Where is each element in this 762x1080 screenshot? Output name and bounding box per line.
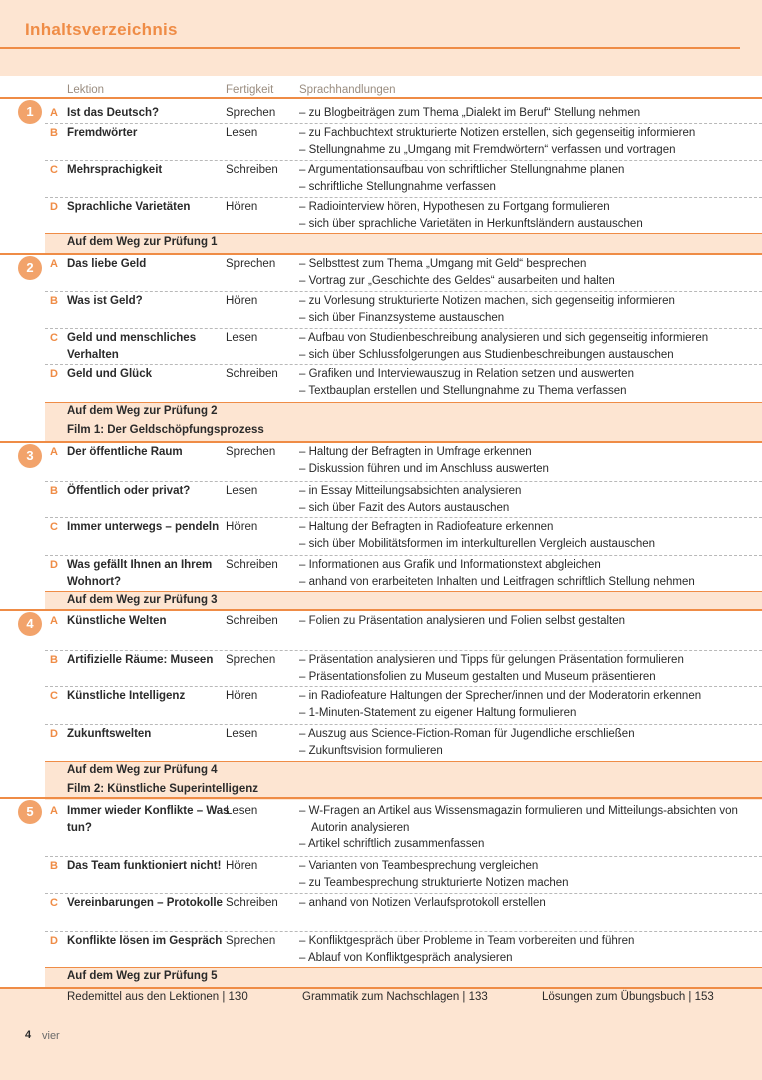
lesson-skill: Schreiben bbox=[226, 615, 278, 627]
film-label: Film 2: Künstliche Superintelligenz bbox=[67, 783, 259, 795]
lesson-skill: Hören bbox=[226, 690, 258, 702]
footer-grammatik: Grammatik zum Nachschlagen | 133 bbox=[302, 991, 488, 1003]
lesson-letter: C bbox=[50, 164, 58, 176]
activity-item: – Artikel schriftlich zusammenfassen bbox=[299, 838, 485, 850]
lesson-skill: Hören bbox=[226, 295, 258, 307]
activity-item: – in Radiofeature Haltungen der Sprecher/innen und der Moderatorin erkennen bbox=[299, 690, 702, 702]
lesson-title: Was ist Geld? bbox=[67, 295, 143, 307]
pruefung-band bbox=[45, 234, 762, 254]
pruefung-label: Auf dem Weg zur Prüfung 2 bbox=[67, 405, 218, 417]
lesson-activities bbox=[299, 557, 762, 590]
film-label: Film 1: Der Geldschöpfungsprozess bbox=[67, 424, 264, 436]
page-number: 4 bbox=[25, 1029, 32, 1041]
unit-number-badge: 2 bbox=[18, 256, 42, 280]
pruefung-rule bbox=[45, 233, 762, 234]
activity-item: – sich über Finanzsysteme austauschen bbox=[299, 311, 505, 324]
lesson-row bbox=[45, 856, 762, 889]
activity-item: – zu Blogbeiträgen zum Thema „Dialekt im Beruf“ Stellung nehmen bbox=[299, 107, 641, 119]
lesson-activities bbox=[299, 933, 762, 966]
lesson-activities bbox=[299, 366, 762, 399]
lesson-row bbox=[45, 197, 762, 230]
unit-separator bbox=[0, 609, 762, 611]
lesson-row bbox=[45, 291, 762, 324]
activity-item: – Konfliktgespräch über Probleme in Team vorbereiten und führen bbox=[299, 935, 635, 947]
lesson-skill: Schreiben bbox=[226, 559, 278, 571]
lesson-row bbox=[45, 364, 762, 397]
lesson-activities bbox=[299, 330, 762, 363]
lesson-activities bbox=[299, 895, 762, 912]
lesson-activities bbox=[299, 652, 762, 685]
activity-item: – Selbsttest zum Thema „Umgang mit Geld“ besprechen bbox=[299, 258, 587, 270]
activity-item: – Haltung der Befragten in Radiofeature erkennen bbox=[299, 521, 554, 533]
lesson-title: Das Team funktioniert nicht! bbox=[67, 860, 222, 872]
header-lesson: Lektion bbox=[67, 84, 105, 96]
title-rule bbox=[0, 47, 740, 49]
lesson-letter: B bbox=[50, 654, 58, 666]
lesson-title: Ist das Deutsch? bbox=[67, 107, 160, 119]
lesson-activities bbox=[299, 293, 762, 326]
lesson-title: Fremdwörter bbox=[67, 127, 138, 139]
lesson-letter: D bbox=[50, 368, 58, 380]
lesson-skill: Lesen bbox=[226, 805, 258, 817]
lesson-title: Konflikte lösen im Gespräch bbox=[67, 935, 223, 947]
lesson-title: Zukunftswelten bbox=[67, 728, 152, 740]
lesson-activities bbox=[299, 726, 762, 759]
activity-item: – Folien zu Präsentation analysieren und Folien selbst gestalten bbox=[299, 615, 626, 627]
lesson-title: Sprachliche Varietäten bbox=[67, 201, 191, 213]
lesson-row bbox=[45, 724, 762, 757]
lesson-activities bbox=[299, 688, 762, 721]
lesson-letter: D bbox=[50, 201, 58, 213]
activity-item: – zu Teambesprechung strukturierte Notizen machen bbox=[299, 876, 569, 889]
lesson-activities bbox=[299, 105, 762, 122]
activity-item: – zu Vorlesung strukturierte Notizen machen, sich gegenseitig informieren bbox=[299, 295, 675, 307]
activity-item: – sich über Mobilitätsformen im interkulturellen Vergleich austauschen bbox=[299, 537, 656, 550]
pruefung-label: Auf dem Weg zur Prüfung 5 bbox=[67, 970, 218, 982]
unit-separator bbox=[0, 97, 762, 99]
lesson-title: Geld und menschliches Verhalten bbox=[67, 332, 197, 361]
activity-item: – 1-Minuten-Statement zu eigener Haltung formulieren bbox=[299, 706, 577, 719]
activity-item: – Diskussion führen und im Anschluss auswerten bbox=[299, 462, 549, 475]
unit-number-badge: 1 bbox=[18, 100, 42, 124]
unit-separator bbox=[0, 253, 762, 255]
lesson-row bbox=[45, 481, 762, 514]
lesson-letter: D bbox=[50, 935, 58, 947]
lesson-skill: Hören bbox=[226, 521, 258, 533]
activity-item: – anhand von Notizen Verlaufsprotokoll erstellen bbox=[299, 897, 546, 909]
activity-item: – Präsentation analysieren und Tipps für gelungen Präsentation formulieren bbox=[299, 654, 684, 666]
lesson-letter: C bbox=[50, 521, 58, 533]
footer-loesungen: Lösungen zum Übungsbuch | 153 bbox=[542, 991, 714, 1003]
activity-item: – Präsentationsfolien zu Museum gestalten und Museum präsentieren bbox=[299, 670, 656, 683]
pruefung-rule bbox=[45, 761, 762, 762]
lesson-title: Mehrsprachigkeit bbox=[67, 164, 163, 176]
lesson-letter: A bbox=[50, 107, 58, 119]
unit-number-badge: 5 bbox=[18, 800, 42, 824]
lesson-activities bbox=[299, 199, 762, 232]
activity-item: – Haltung der Befragten in Umfrage erkennen bbox=[299, 446, 532, 458]
lesson-activities bbox=[299, 125, 762, 158]
lesson-title: Künstliche Welten bbox=[67, 615, 167, 627]
activity-item: – Stellungnahme zu „Umgang mit Fremdwörtern“ verfassen und vortragen bbox=[299, 143, 676, 156]
lesson-title: Der öffentliche Raum bbox=[67, 446, 183, 458]
lesson-letter: A bbox=[50, 446, 58, 458]
lesson-activities bbox=[299, 162, 762, 195]
pruefung-rule bbox=[45, 591, 762, 592]
lesson-letter: A bbox=[50, 805, 58, 817]
lesson-letter: B bbox=[50, 127, 58, 139]
lesson-title: Immer unterwegs – pendeln bbox=[67, 521, 220, 533]
activity-item: – W-Fragen an Artikel aus Wissensmagazin formulieren und Mitteilungs-absichten von Autorin analysieren bbox=[299, 805, 738, 834]
activity-item: – Varianten von Teambesprechung vergleichen bbox=[299, 860, 539, 872]
lesson-activities bbox=[299, 858, 762, 891]
activity-item: – zu Fachbuchtext strukturierte Notizen erstellen, sich gegenseitig informieren bbox=[299, 127, 696, 139]
pruefung-band bbox=[45, 762, 762, 800]
lesson-activities bbox=[299, 483, 762, 516]
lesson-row bbox=[45, 650, 762, 683]
lesson-skill: Sprechen bbox=[226, 107, 276, 119]
activity-item: – Vortrag zur „Geschichte des Geldes“ ausarbeiten und halten bbox=[299, 274, 615, 287]
activity-item: – Textbauplan erstellen und Stellungnahme zu Thema verfassen bbox=[299, 384, 627, 397]
lesson-letter: A bbox=[50, 258, 58, 270]
lesson-skill: Lesen bbox=[226, 728, 258, 740]
lesson-skill: Sprechen bbox=[226, 654, 276, 666]
lesson-skill: Sprechen bbox=[226, 258, 276, 270]
activity-item: – sich über sprachliche Varietäten in Herkunftsländern austauschen bbox=[299, 217, 643, 230]
lesson-skill: Sprechen bbox=[226, 935, 276, 947]
pruefung-band bbox=[45, 592, 762, 610]
lesson-row bbox=[45, 686, 762, 719]
activity-item: – Grafiken und Interviewauszug in Relation setzen und auswerten bbox=[299, 368, 634, 380]
lesson-title: Immer wieder Konflikte – Was tun? bbox=[67, 805, 230, 834]
activity-item: – Ablauf von Konfliktgespräch analysieren bbox=[299, 951, 513, 964]
lesson-row bbox=[45, 160, 762, 193]
footer-rule bbox=[0, 987, 762, 989]
lesson-letter: B bbox=[50, 485, 58, 497]
lesson-activities bbox=[299, 613, 762, 630]
activity-item: – schriftliche Stellungnahme verfassen bbox=[299, 180, 496, 193]
lesson-title: Vereinbarungen – Protokolle bbox=[67, 897, 223, 909]
lesson-letter: A bbox=[50, 615, 58, 627]
pruefung-rule bbox=[45, 967, 762, 968]
lesson-letter: C bbox=[50, 897, 58, 909]
activity-item: – in Essay Mitteilungsabsichten analysieren bbox=[299, 485, 522, 497]
lesson-skill: Lesen bbox=[226, 485, 258, 497]
page-title: Inhaltsverzeichnis bbox=[25, 20, 178, 39]
lesson-letter: B bbox=[50, 295, 58, 307]
activity-item: – sich über Schlussfolgerungen aus Studienbeschreibungen austauschen bbox=[299, 348, 674, 361]
lesson-letter: D bbox=[50, 728, 58, 740]
unit-separator bbox=[0, 797, 762, 799]
unit-number-badge: 4 bbox=[18, 612, 42, 636]
activity-item: – Argumentationsaufbau von schriftlicher Stellungnahme planen bbox=[299, 164, 625, 176]
lesson-activities bbox=[299, 803, 762, 853]
activity-item: – sich über Fazit des Autors austauschen bbox=[299, 501, 510, 514]
lesson-row bbox=[45, 517, 762, 550]
pruefung-band bbox=[45, 403, 762, 441]
lesson-letter: C bbox=[50, 332, 58, 344]
lesson-row bbox=[45, 555, 762, 588]
lesson-skill: Lesen bbox=[226, 332, 258, 344]
pruefung-rule bbox=[45, 402, 762, 403]
lesson-skill: Hören bbox=[226, 201, 258, 213]
lesson-title: Artifizielle Räume: Museen bbox=[67, 654, 214, 666]
pruefung-label: Auf dem Weg zur Prüfung 1 bbox=[67, 236, 218, 248]
lesson-skill: Lesen bbox=[226, 127, 258, 139]
lesson-title: Das liebe Geld bbox=[67, 258, 147, 270]
lesson-skill: Schreiben bbox=[226, 897, 278, 909]
lesson-title: Öffentlich oder privat? bbox=[67, 485, 191, 497]
footer-redemittel: Redemittel aus den Lektionen | 130 bbox=[67, 991, 248, 1003]
activity-item: – Aufbau von Studienbeschreibung analysieren und sich gegenseitig informieren bbox=[299, 332, 709, 344]
pruefung-band bbox=[45, 968, 762, 988]
header-skill: Fertigkeit bbox=[226, 84, 274, 96]
lesson-activities bbox=[299, 444, 762, 477]
lesson-skill: Schreiben bbox=[226, 368, 278, 380]
lesson-activities bbox=[299, 256, 762, 289]
lesson-activities bbox=[299, 519, 762, 552]
lesson-title: Was gefällt Ihnen an Ihrem Wohnort? bbox=[67, 559, 213, 588]
unit-separator bbox=[0, 441, 762, 443]
activity-item: – Auszug aus Science-Fiction-Roman für Jugendliche erschließen bbox=[299, 728, 635, 740]
activity-item: – Radiointerview hören, Hypothesen zu Fortgang formulieren bbox=[299, 201, 610, 213]
lesson-row bbox=[45, 123, 762, 156]
activity-item: – anhand von erarbeiteten Inhalten und Leitfragen schriftlich Stellung nehmen bbox=[299, 575, 695, 588]
lesson-skill: Hören bbox=[226, 860, 258, 872]
lesson-skill: Schreiben bbox=[226, 164, 278, 176]
lesson-skill: Sprechen bbox=[226, 446, 276, 458]
lesson-letter: C bbox=[50, 690, 58, 702]
lesson-title: Künstliche Intelligenz bbox=[67, 690, 186, 702]
page-number-word: vier bbox=[42, 1030, 60, 1042]
header-acts: Sprachhandlungen bbox=[299, 84, 396, 96]
pruefung-label: Auf dem Weg zur Prüfung 3 bbox=[67, 594, 218, 606]
lesson-row bbox=[45, 931, 762, 964]
lesson-row bbox=[45, 328, 762, 361]
lesson-letter: B bbox=[50, 860, 58, 872]
lesson-row bbox=[45, 893, 762, 909]
lesson-letter: D bbox=[50, 559, 58, 571]
lesson-title: Geld und Glück bbox=[67, 368, 152, 380]
activity-item: – Informationen aus Grafik und Informationstext abgleichen bbox=[299, 559, 601, 571]
activity-item: – Zukunftsvision formulieren bbox=[299, 744, 443, 757]
pruefung-label: Auf dem Weg zur Prüfung 4 bbox=[67, 764, 218, 776]
unit-number-badge: 3 bbox=[18, 444, 42, 468]
